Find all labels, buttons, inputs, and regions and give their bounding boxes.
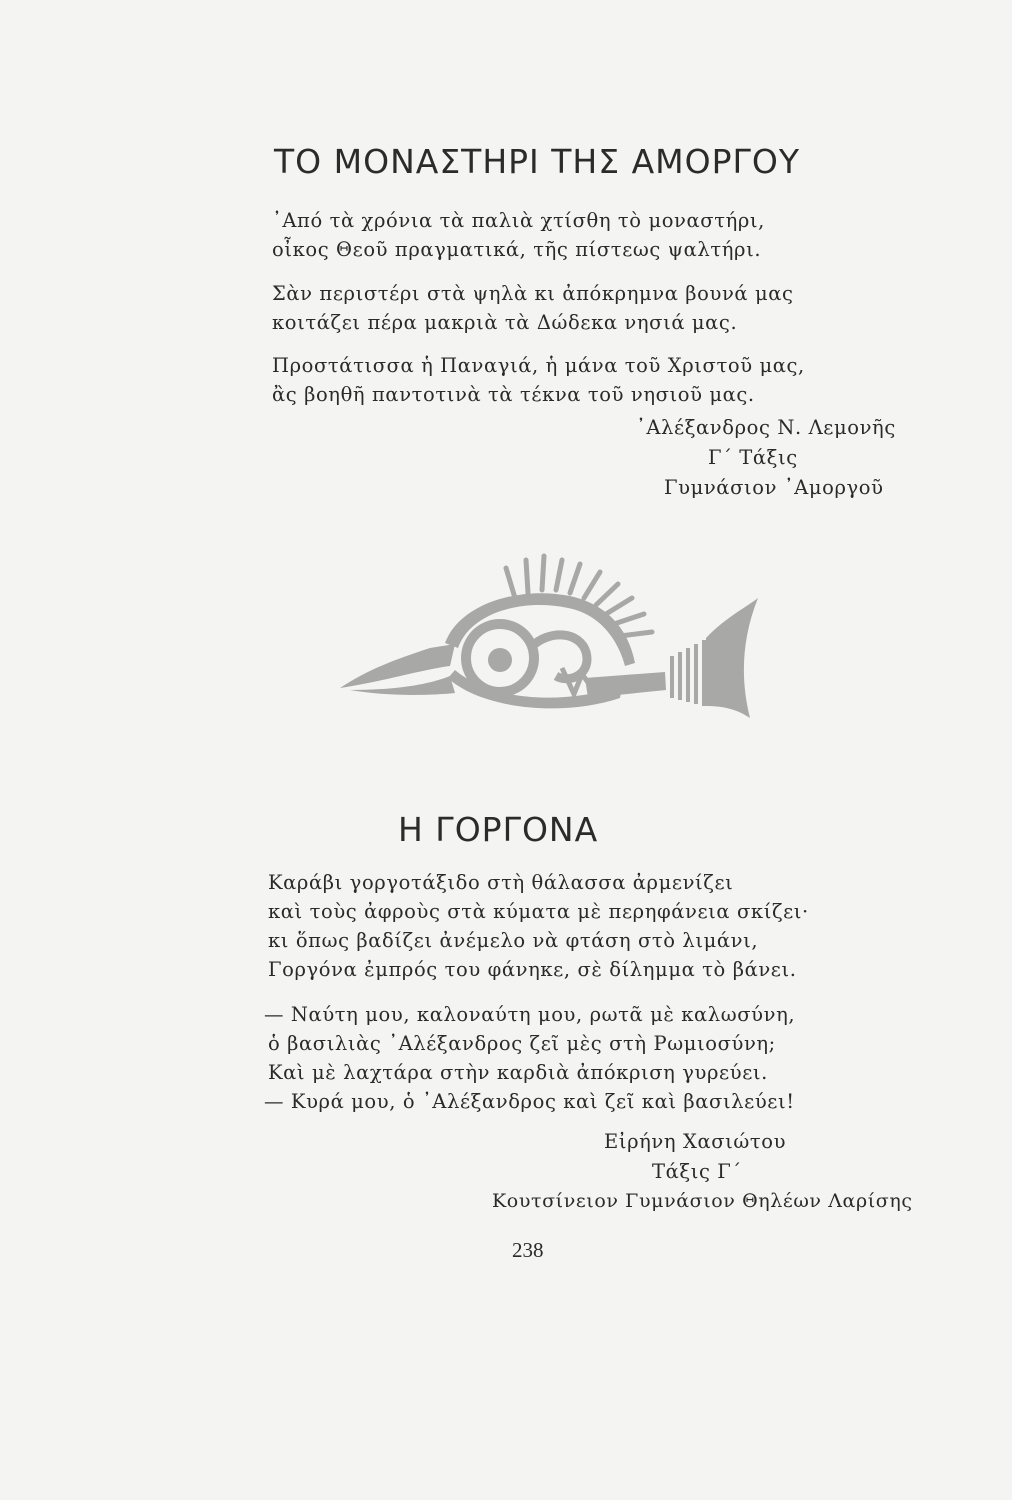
author-class: Γ΄ Τάξις <box>708 446 798 469</box>
author-name: Εἰρήνη Χασιώτου <box>604 1130 787 1153</box>
author-school: Κουτσίνειον Γυμνάσιον Θηλέων Λαρίσης <box>492 1190 913 1212</box>
poem-line: κι ὅπως βαδίζει ἀνέμελο νὰ φτάση στὸ λιμάνι, <box>268 929 759 952</box>
fish-icon <box>330 548 770 723</box>
poem-title-monastery: ΤΟ ΜΟΝΑΣΤΗΡΙ ΤΗΣ ΑΜΟΡΓΟΥ <box>274 142 801 181</box>
poem-line: καὶ τοὺς ἀφροὺς στὰ κύματα μὲ περηφάνεια σκίζει· <box>268 900 809 923</box>
poem-line: ἂς βοηθῆ παντοτινὰ τὰ τέκνα τοῦ νησιοῦ μας. <box>272 383 755 406</box>
page-number: 238 <box>512 1238 544 1262</box>
poem-line: Γοργόνα ἐμπρός του φάνηκε, σὲ δίλημμα τὸ βάνει. <box>268 958 797 981</box>
author-school: Γυμνάσιον ᾿Αμοργοῦ <box>664 476 884 499</box>
poem-line: Σὰν περιστέρι στὰ ψηλὰ κι ἀπόκρημνα βουνά μας <box>272 282 794 305</box>
poem-line: Καράβι γοργοτάξιδο στὴ θάλασσα ἀρμενίζει <box>268 871 734 894</box>
poem-line: — Ναύτη μου, καλοναύτη μου, ρωτᾶ μὲ καλωσύνη, <box>264 1003 796 1026</box>
poem-title-gorgona: Η ΓΟΡΓΟΝΑ <box>398 810 599 849</box>
author-class: Τάξις Γ΄ <box>652 1160 742 1183</box>
poem-line: κοιτάζει πέρα μακριὰ τὰ Δώδεκα νησιά μας. <box>272 311 738 334</box>
poem-line: ᾿Από τὰ χρόνια τὰ παλιὰ χτίσθη τὸ μοναστήρι, <box>272 209 765 232</box>
poem-line: Προστάτισσα ἡ Παναγιά, ἡ μάνα τοῦ Χριστοῦ μας, <box>272 354 805 377</box>
poem-line: οἶκος Θεοῦ πραγματικά, τῆς πίστεως ψαλτήρι. <box>272 238 762 261</box>
poem-line: — Κυρά μου, ὁ ᾿Αλέξανδρος καὶ ζεῖ καὶ βασιλεύει! <box>264 1090 795 1113</box>
poem-line: Καὶ μὲ λαχτάρα στὴν καρδιὰ ἀπόκριση γυρεύει. <box>268 1061 768 1084</box>
author-name: ᾿Αλέξανδρος Ν. Λεμονῆς <box>636 416 896 439</box>
poem-line: ὁ βασιλιὰς ᾿Αλέξανδρος ζεῖ μὲς στὴ Ρωμιοσύνη; <box>268 1032 776 1055</box>
